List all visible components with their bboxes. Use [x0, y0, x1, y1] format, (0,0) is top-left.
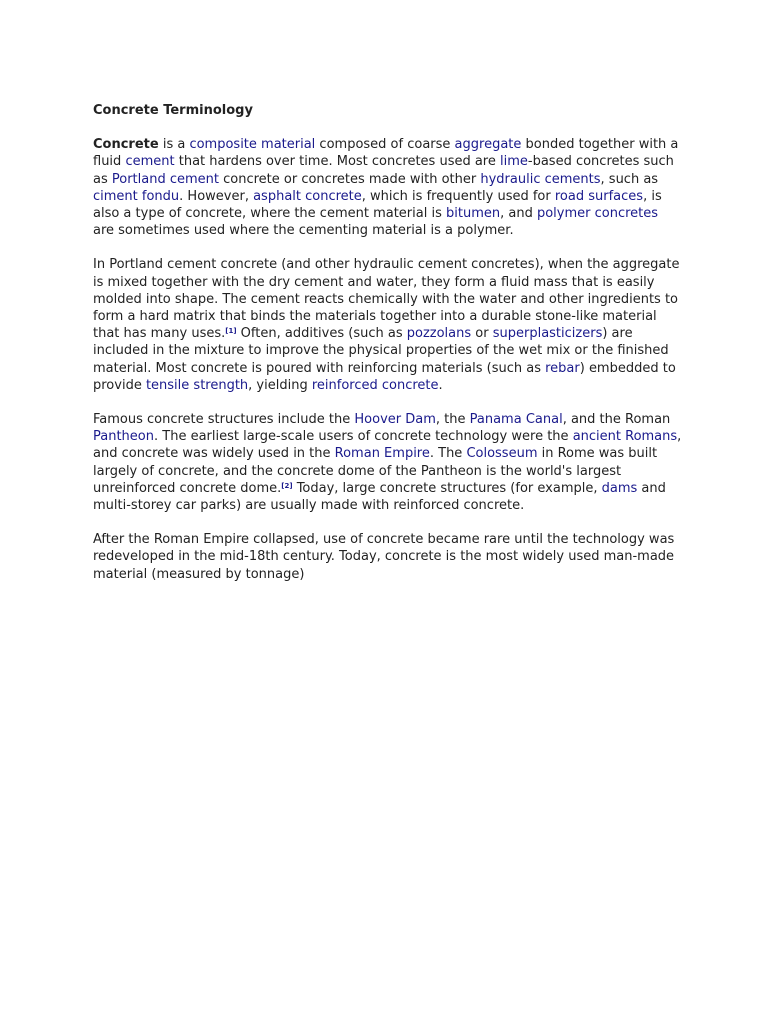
document-title: Concrete Terminology — [93, 103, 253, 118]
paragraph-structures — [93, 411, 683, 514]
text: that hardens over time. Most concretes used are — [174, 154, 500, 170]
text: , and — [500, 206, 537, 222]
text: . — [438, 377, 443, 393]
citation-ref-1[interactable]: [1] — [225, 327, 237, 336]
link-roman-empire[interactable]: Roman Empire — [334, 446, 430, 462]
text: in Rome was built largely of concrete, and the concrete dome of the Pantheon is the world's largest unreinforced concrete dome. — [93, 446, 658, 496]
text: . However, — [179, 188, 254, 204]
link-panama-canal[interactable]: Panama Canal — [469, 412, 563, 428]
link-portland-cement[interactable]: Portland cement — [111, 171, 219, 187]
text: are sometimes used where the cementing material is a polymer. — [93, 223, 514, 239]
link-tensile-strength[interactable]: tensile strength — [145, 377, 249, 393]
text: -based concretes such as — [93, 154, 674, 187]
text: , which is frequently used for — [361, 188, 555, 204]
text: . The — [429, 446, 467, 462]
link-ancient-romans[interactable]: ancient Romans — [572, 429, 678, 445]
link-bitumen[interactable]: bitumen — [446, 206, 501, 222]
text: composed of coarse — [315, 137, 455, 153]
text: , the — [435, 412, 470, 428]
link-polymer-concretes[interactable]: polymer concretes — [536, 206, 659, 222]
text: concrete or concretes made with other — [219, 171, 481, 187]
paragraph-history — [93, 531, 683, 583]
text: Often, additives (such as — [236, 326, 407, 342]
text: , is also a type of concrete, where the cement material is — [93, 188, 662, 222]
paragraph-intro — [93, 136, 683, 239]
text: , and concrete was widely used in the — [93, 429, 682, 462]
document-page — [93, 102, 683, 600]
link-colosseum[interactable]: Colosseum — [466, 446, 538, 462]
text: , yielding — [248, 377, 312, 393]
link-hoover-dam[interactable]: Hoover Dam — [354, 412, 436, 428]
link-hydraulic-cements[interactable]: hydraulic cements — [480, 171, 601, 187]
link-pantheon[interactable]: Pantheon — [93, 429, 154, 445]
text: , such as — [600, 171, 659, 187]
link-cement[interactable]: cement — [125, 154, 175, 170]
link-road-surfaces[interactable]: road surfaces — [554, 188, 644, 204]
link-rebar[interactable]: rebar — [545, 360, 580, 376]
link-dams[interactable]: dams — [601, 480, 638, 496]
link-pozzolans[interactable]: pozzolans — [406, 326, 472, 342]
text: . The earliest large-scale users of concrete technology were the — [154, 429, 573, 445]
term-concrete: Concrete — [93, 137, 159, 153]
text: Today, large concrete structures (for example, — [292, 480, 602, 496]
link-ciment-fondu[interactable]: ciment fondu — [93, 188, 180, 204]
text: Famous concrete structures include the — [93, 412, 355, 428]
text: and multi-storey car parks) are usually made with reinforced concrete. — [93, 480, 666, 514]
link-lime[interactable]: lime — [500, 154, 528, 170]
link-aggregate[interactable]: aggregate — [454, 137, 522, 153]
link-superplasticizers[interactable]: superplasticizers — [492, 326, 603, 342]
paragraph-portland — [93, 256, 683, 394]
text: After the Roman Empire collapsed, use of concrete became rare until the technology was redeveloped in the mid-18th century. Today, concrete is the most widely used man-made material (measured by tonnage) — [93, 532, 675, 582]
link-reinforced-concrete[interactable]: reinforced concrete — [311, 377, 439, 393]
text: bonded together with a fluid — [93, 137, 679, 170]
text: or — [471, 326, 493, 342]
text: In Portland cement concrete (and other hydraulic cement concretes), when the aggregate is mixed together with the dry cement and water, they form a fluid mass that is easily molded into shape. The cement reacts chemically with the water and other ingredients to form a hard matrix that binds the materials together into a durable stone-like material that has many uses. — [93, 257, 680, 342]
text: ) embedded to provide — [93, 360, 676, 393]
text: ) are included in the mixture to improve the physical properties of the wet mix or the finished material. Most concrete is poured with reinforcing materials (such as — [93, 326, 669, 376]
link-composite-material[interactable]: composite material — [189, 137, 316, 153]
text: is a — [158, 137, 190, 153]
link-asphalt-concrete[interactable]: asphalt concrete — [253, 188, 362, 204]
citation-ref-2[interactable]: [2] — [281, 481, 293, 490]
text: , and the Roman — [562, 412, 671, 428]
